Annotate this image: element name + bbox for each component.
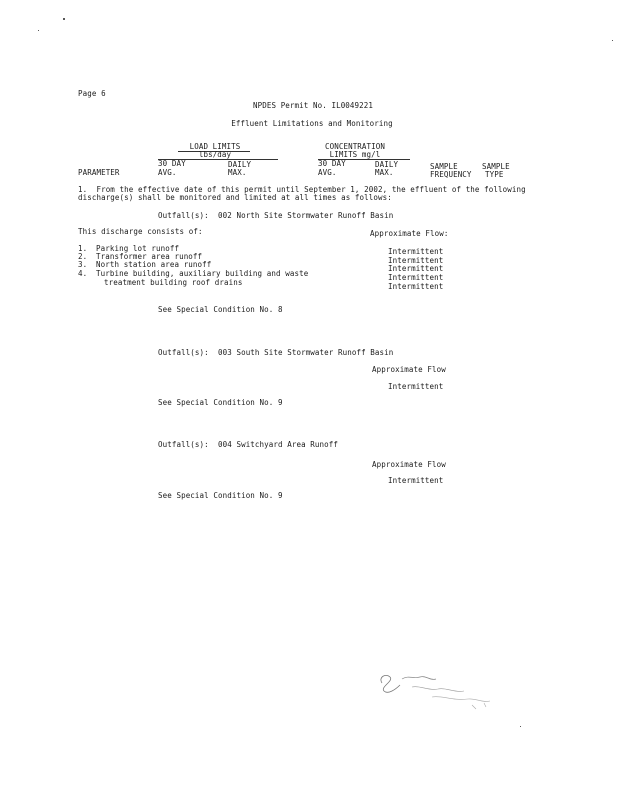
conc-daily: DAILY xyxy=(375,160,399,169)
signature-scribble xyxy=(372,665,502,715)
section-title: Effluent Limitations and Monitoring xyxy=(231,119,393,128)
list-item-text: North station area runoff xyxy=(96,260,212,269)
intro-line-2: discharge(s) shall be monitored and limited at all times as follows: xyxy=(78,193,392,202)
scan-speck xyxy=(63,18,65,20)
parameter-heading: PARAMETER xyxy=(78,168,120,177)
approximate-flow-heading: Approximate Flow xyxy=(372,460,446,469)
discharge-consists-label: This discharge consists of: xyxy=(78,227,203,236)
special-condition-9-b: See Special Condition No. 9 xyxy=(158,491,283,500)
load-units: lbs/day xyxy=(198,150,232,159)
list-item-continuation: treatment building roof drains xyxy=(104,278,243,287)
sample-frequency-label-2: FREQUENCY xyxy=(430,170,472,179)
concentration-units: LIMITS mg/l xyxy=(329,150,381,159)
intro-line-1: 1. From the effective date of this permit until September 1, 2002, the effluent of the following xyxy=(78,185,526,194)
list-item-flow: Intermittent xyxy=(388,256,444,265)
list-item-flow: Intermittent xyxy=(388,273,444,282)
load-max: MAX. xyxy=(228,168,247,177)
approximate-flow-heading: Approximate Flow: xyxy=(370,229,449,238)
sample-type-label-2: TYPE xyxy=(485,170,504,179)
sample-frequency-label: SAMPLE xyxy=(430,162,458,171)
list-item-flow: Intermittent xyxy=(388,247,444,256)
scan-speck xyxy=(520,726,521,727)
list-item-text: Turbine building, auxiliary building and waste xyxy=(96,269,309,278)
special-condition-8: See Special Condition No. 8 xyxy=(158,305,283,314)
scan-speck xyxy=(612,40,613,41)
special-condition-9: See Special Condition No. 9 xyxy=(158,398,283,407)
list-item-text: Parking lot runoff xyxy=(96,244,180,253)
list-item-flow: Intermittent xyxy=(388,282,444,291)
outfall-004-title: Outfall(s): 004 Switchyard Area Runoff xyxy=(158,440,338,449)
load-avg: AVG. xyxy=(158,168,177,177)
load-30-day: 30 DAY xyxy=(158,159,186,168)
load-daily: DAILY xyxy=(228,160,252,169)
permit-title: NPDES Permit No. IL0049221 xyxy=(253,101,373,110)
list-item-text: Transformer area runoff xyxy=(96,252,203,261)
conc-30-day: 30 DAY xyxy=(318,159,346,168)
outfall-002-title: Outfall(s): 002 North Site Stormwater Runoff Basin xyxy=(158,211,394,220)
outfall-003-title: Outfall(s): 003 South Site Stormwater Runoff Basin xyxy=(158,348,394,357)
sample-type-label: SAMPLE xyxy=(482,162,510,171)
flow-value: Intermittent xyxy=(388,382,444,391)
list-item-flow: Intermittent xyxy=(388,264,444,273)
list-item-number: 1. xyxy=(78,244,88,253)
scan-speck xyxy=(38,30,39,31)
page-label: Page 6 xyxy=(78,89,106,98)
list-item-number: 2. xyxy=(78,252,88,261)
load-limits-heading: LOAD LIMITS xyxy=(189,142,241,151)
concentration-heading: CONCENTRATION xyxy=(325,142,385,151)
conc-avg: AVG. xyxy=(318,168,337,177)
flow-value: Intermittent xyxy=(388,476,444,485)
approximate-flow-heading: Approximate Flow xyxy=(372,365,446,374)
list-item-number: 4. xyxy=(78,269,88,278)
list-item-number: 3. xyxy=(78,260,88,269)
conc-max: MAX. xyxy=(375,168,394,177)
